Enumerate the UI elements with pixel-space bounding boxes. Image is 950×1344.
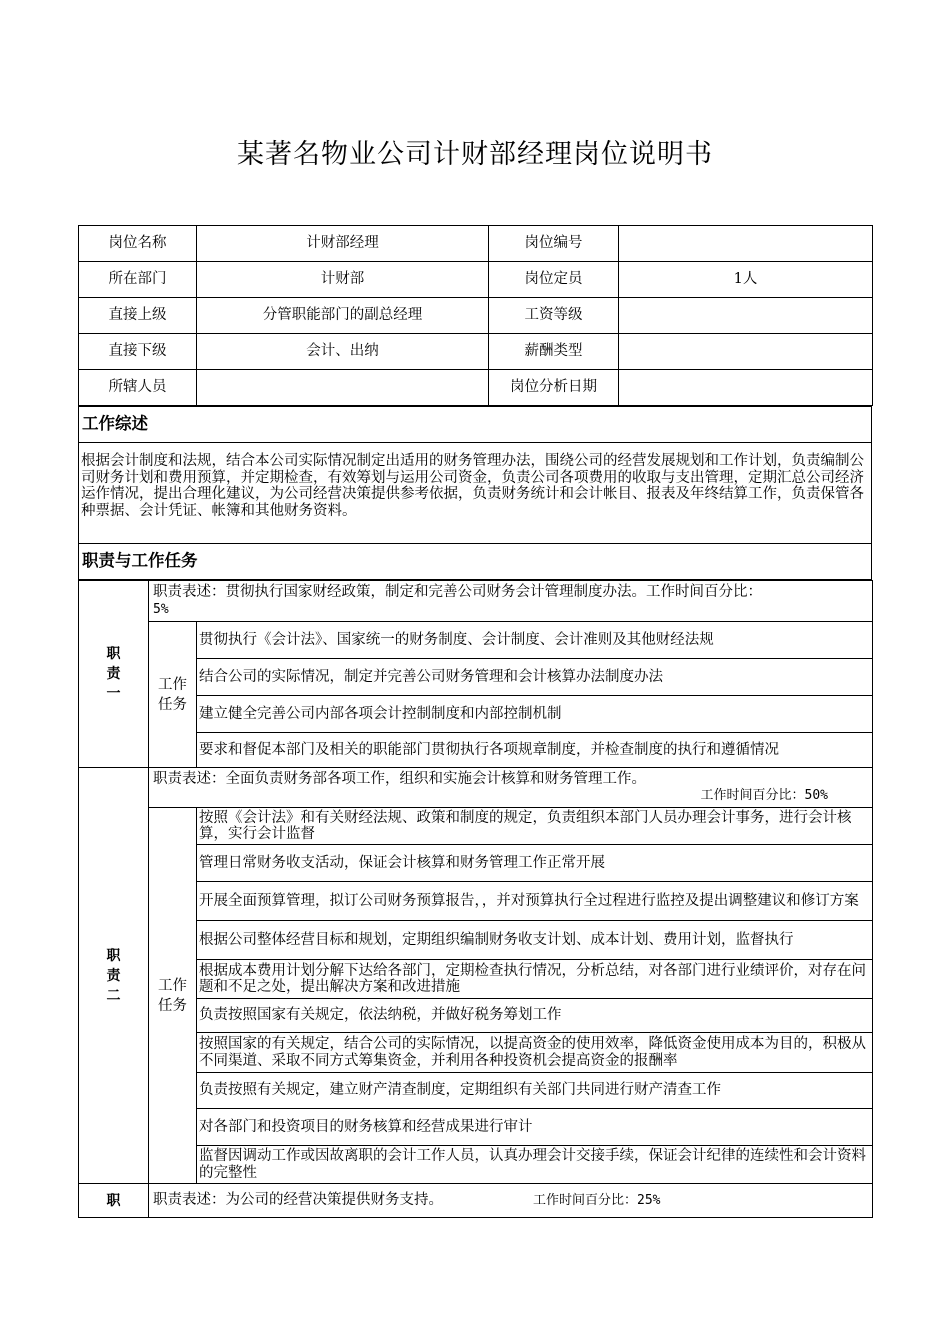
field-value bbox=[619, 226, 873, 262]
task-item: 按照《会计法》和有关财经法规、政策和制度的规定，负责组织本部门人员办理会计事务，进行会计核算，实行会计监督 bbox=[197, 808, 873, 845]
basic-row bbox=[79, 262, 873, 298]
basic-row bbox=[79, 370, 873, 406]
duty-2-desc-text: 职责表述：全面负责财务部各项工作，组织和实施会计核算和财务管理工作。 bbox=[153, 771, 646, 787]
field-label: 岗位名称 bbox=[79, 226, 197, 262]
task-item: 管理日常财务收支活动，保证会计核算和财务管理工作正常开展 bbox=[197, 845, 873, 882]
page-title: 某著名物业公司计财部经理岗位说明书 bbox=[237, 139, 713, 170]
duty-1-label bbox=[79, 581, 149, 768]
field-label: 岗位编号 bbox=[489, 226, 619, 262]
task-item: 开展全面预算管理，拟订公司财务预算报告，，并对预算执行全过程进行监控及提出调整建议和修订方案 bbox=[197, 882, 873, 921]
field-label: 工资等级 bbox=[489, 298, 619, 334]
field-value: 计财部经理 bbox=[197, 226, 489, 262]
duty-1-percent: 5% bbox=[153, 601, 169, 617]
field-label: 岗位定员 bbox=[489, 262, 619, 298]
task-item: 建立健全完善公司内部各项会计控制制度和内部控制机制 bbox=[197, 696, 873, 733]
task-label-text: 工作任务 bbox=[158, 977, 187, 1014]
field-value: 分管职能部门的副总经理 bbox=[197, 298, 489, 334]
duty-3-description bbox=[149, 1184, 873, 1218]
field-label: 岗位分析日期 bbox=[489, 370, 619, 406]
field-value bbox=[619, 298, 873, 334]
task-item: 监督因调动工作或因故离职的会计工作人员，认真办理会计交接手续，保证会计纪律的连续性和会计资料的完整性 bbox=[197, 1146, 873, 1184]
basic-info-table bbox=[78, 225, 873, 406]
duty-3-label: 职 bbox=[79, 1184, 149, 1218]
task-item: 负责按照有关规定，建立财产清查制度，定期组织有关部门共同进行财产清查工作 bbox=[197, 1073, 873, 1109]
task-item: 对各部门和投资项目的财务核算和经营成果进行审计 bbox=[197, 1109, 873, 1146]
task-item: 结合公司的实际情况，制定并完善公司财务管理和会计核算办法制度办法 bbox=[197, 659, 873, 696]
task-item: 贯彻执行《会计法》、国家统一的财务制度、会计制度、会计准则及其他财经法规 bbox=[197, 622, 873, 659]
duty-2-label-text: 职责二 bbox=[106, 947, 121, 1004]
basic-row bbox=[79, 298, 873, 334]
duties-heading: 职责与工作任务 bbox=[79, 544, 872, 580]
field-value bbox=[619, 370, 873, 406]
task-item: 根据成本费用计划分解下达给各部门，定期检查执行情况，分析总结，对各部门进行业绩评价，对存在问题和不足之处，提出解决方案和改进措施 bbox=[197, 960, 873, 999]
field-label: 所辖人员 bbox=[79, 370, 197, 406]
field-value: 会计、出纳 bbox=[197, 334, 489, 370]
duty-2-task-label bbox=[149, 808, 197, 1184]
basic-row bbox=[79, 334, 873, 370]
duty-3-percent: 工作时间百分比：25% bbox=[533, 1192, 661, 1208]
task-item: 负责按照国家有关规定，依法纳税，并做好税务筹划工作 bbox=[197, 999, 873, 1033]
duty-1-description bbox=[149, 581, 873, 622]
task-item: 按照国家的有关规定，结合公司的实际情况，以提高资金的使用效率，降低资金使用成本为目的，积极从不同渠道、采取不同方式筹集资金，并利用各种投资机会提高资金的报酬率 bbox=[197, 1033, 873, 1073]
task-label-text: 工作任务 bbox=[158, 676, 187, 713]
summary-table bbox=[78, 406, 872, 580]
summary-heading: 工作综述 bbox=[79, 407, 872, 443]
task-item: 要求和督促本部门及相关的职能部门贯彻执行各项规章制度，并检查制度的执行和遵循情况 bbox=[197, 733, 873, 768]
duty-3-desc-text: 职责表述：为公司的经营决策提供财务支持。 bbox=[153, 1191, 443, 1208]
summary-text: 根据会计制度和法规，结合本公司实际情况制定出适用的财务管理办法，围绕公司的经营发展规划和工作计划，负责编制公司财务计划和费用预算，并定期检查，有效筹划与运用公司资金，负责公司各项费用的收取与支出管理，定期汇总公司经济运作情况，提出合理化建议，为公司经营决策提供参考依据，负责财务统计和会计帐目、报表及年终结算工作，负责保管各种票据、会计凭证、帐簿和其他财务资料。 bbox=[79, 443, 872, 544]
field-label: 所在部门 bbox=[79, 262, 197, 298]
job-description-sheet bbox=[78, 225, 872, 1218]
duty-2-label bbox=[79, 768, 149, 1184]
field-label: 直接上级 bbox=[79, 298, 197, 334]
field-label: 薪酬类型 bbox=[489, 334, 619, 370]
task-item: 根据公司整体经营目标和规划，定期组织编制财务收支计划、成本计划、费用计划，监督执行 bbox=[197, 921, 873, 960]
duty-1-label-text: 职责一 bbox=[106, 646, 121, 702]
field-value: 1人 bbox=[619, 262, 873, 298]
duty-1-task-label bbox=[149, 622, 197, 768]
basic-row bbox=[79, 226, 873, 262]
field-value: 计财部 bbox=[197, 262, 489, 298]
duty-2-description bbox=[149, 768, 873, 808]
field-value bbox=[197, 370, 489, 406]
field-label: 直接下级 bbox=[79, 334, 197, 370]
duties-table bbox=[78, 580, 873, 1218]
field-value bbox=[619, 334, 873, 370]
duty-2-percent: 工作时间百分比：50% bbox=[700, 787, 828, 803]
duty-1-desc-text: 职责表述：贯彻执行国家财经政策，制定和完善公司财务会计管理制度办法。工作时间百分比： bbox=[153, 584, 762, 600]
